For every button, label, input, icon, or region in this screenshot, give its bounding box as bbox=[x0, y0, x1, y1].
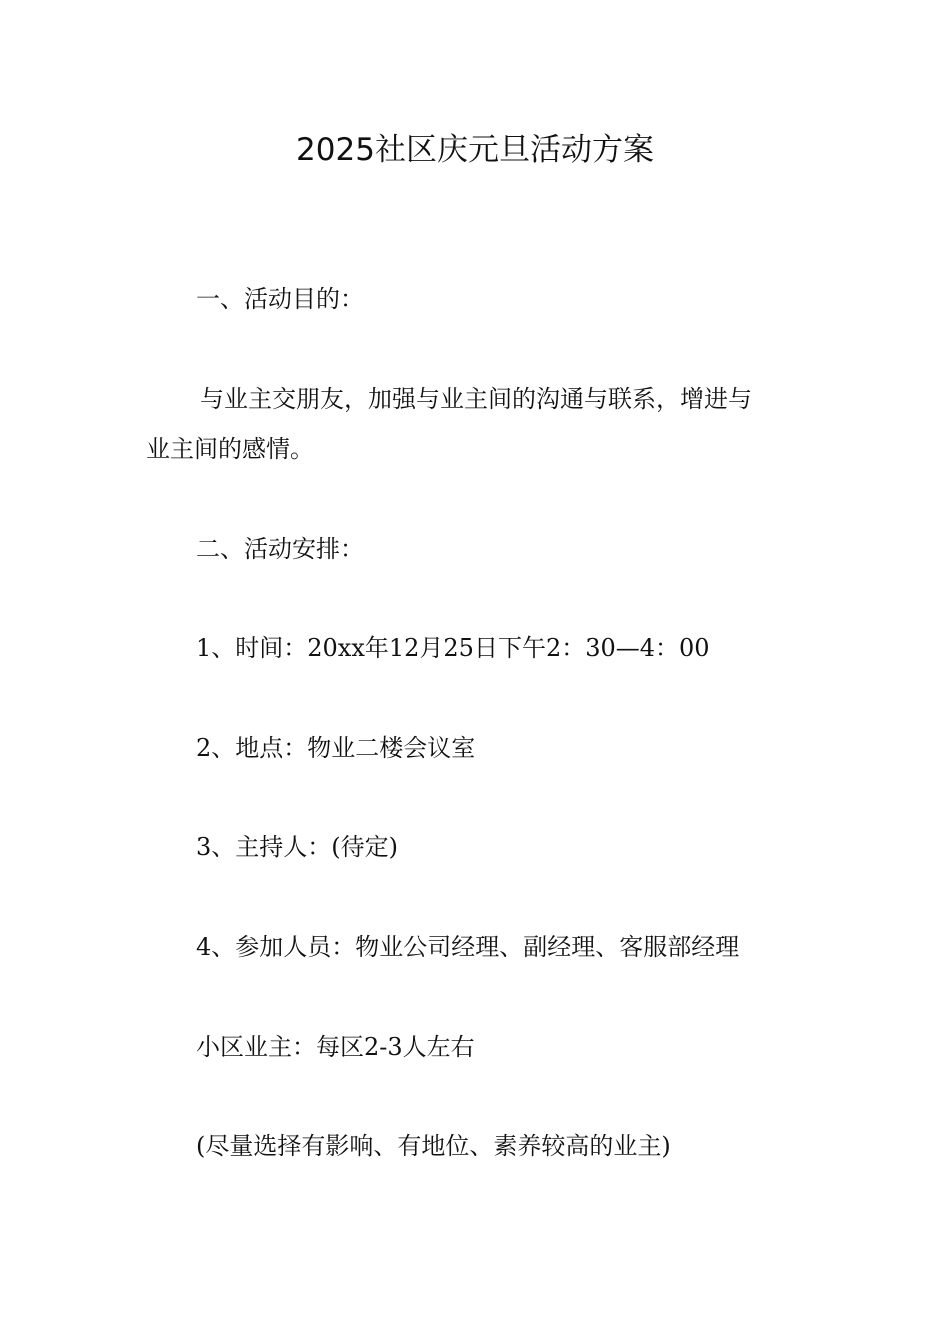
section2-item-participants: 4、参加人员：物业公司经理、副经理、客服部经理 bbox=[196, 933, 740, 961]
section2-item-time: 1、时间：20xx年12月25日下午2：30—4：00 bbox=[196, 634, 710, 662]
document-title: 2025社区庆元旦活动方案 bbox=[296, 132, 654, 168]
section2-heading: 二、活动安排： bbox=[196, 535, 364, 563]
section1-body-line2: 业主间的感情。 bbox=[146, 435, 314, 463]
section2-item-residents: 小区业主：每区2-3人左右 bbox=[196, 1033, 475, 1061]
section1-body-line1: 与业主交朋友，加强与业主间的沟通与联系，增进与 bbox=[200, 385, 752, 413]
section2-item-host: 3、主持人：(待定) bbox=[196, 833, 398, 861]
section1-heading: 一、活动目的： bbox=[196, 285, 364, 313]
section2-item-note: (尽量选择有影响、有地位、素养较高的业主) bbox=[196, 1132, 671, 1160]
section2-item-location: 2、地点：物业二楼会议室 bbox=[196, 734, 476, 762]
